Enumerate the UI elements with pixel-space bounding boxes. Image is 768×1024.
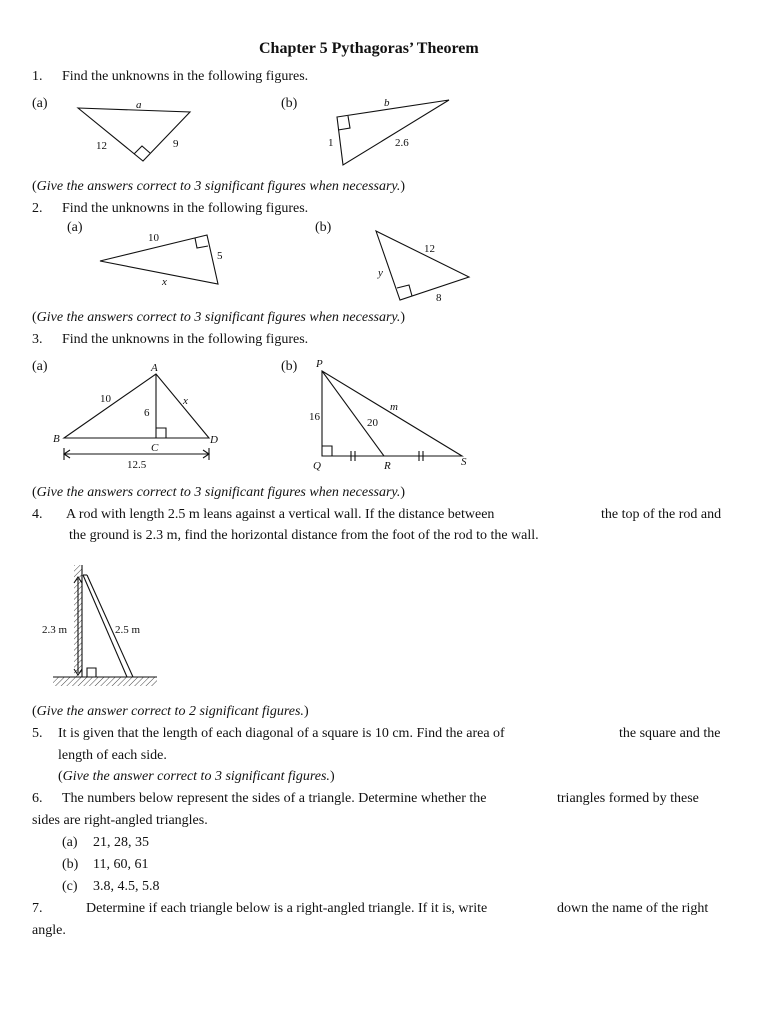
q4-text-line1-end: the top of the rod and xyxy=(601,507,722,522)
q1b-side-b: b xyxy=(384,97,390,109)
q7-number: 7. xyxy=(32,901,43,916)
q3b-side-ps: m xyxy=(390,401,398,413)
q3b-label: (b) xyxy=(281,359,298,374)
q1a-label: (a) xyxy=(32,96,48,111)
q7-text-line1: Determine if each triangle below is a right-angled triangle. If it is, write xyxy=(86,901,488,916)
q3a-side-ad: x xyxy=(183,395,188,407)
q3a-side-ac: 6 xyxy=(144,407,150,419)
q2b-side-left: y xyxy=(378,267,383,279)
q3a-point-c: C xyxy=(151,442,159,454)
q2a-side-bottom: x xyxy=(162,276,167,288)
q3-note: (Give the answers correct to 3 significant figures when necessary.) xyxy=(32,485,406,500)
q2b-side-bottom: 8 xyxy=(436,292,442,304)
q6-item-a-value: 21, 28, 35 xyxy=(93,835,149,850)
q2-note: (Give the answers correct to 3 significant figures when necessary.) xyxy=(32,310,406,325)
q6-item-b-value: 11, 60, 61 xyxy=(93,857,149,872)
q1-text: Find the unknowns in the following figures. xyxy=(62,69,309,84)
q3b-point-s: S xyxy=(461,456,467,468)
q2a-side-top: 10 xyxy=(148,232,159,244)
q1a-side-left: 12 xyxy=(96,140,107,152)
q4-wall-height: 2.3 m xyxy=(42,624,68,636)
q3a-point-a: A xyxy=(151,362,158,374)
q1-number: 1. xyxy=(32,69,43,84)
q2-number: 2. xyxy=(32,201,43,216)
q1b-label: (b) xyxy=(281,96,298,111)
q4-text-line1: A rod with length 2.5 m leans against a vertical wall. If the distance between xyxy=(66,507,495,522)
q6-item-b-label: (b) xyxy=(62,857,79,872)
q3a-point-b: B xyxy=(53,433,60,445)
page-title: Chapter 5 Pythagoras’ Theorem xyxy=(259,40,479,57)
q6-text-line1: The numbers below represent the sides of a triangle. Determine whether the xyxy=(62,791,487,806)
q7-text-line2: angle. xyxy=(32,923,66,938)
q1-note: (Give the answers correct to 3 significant figures when necessary.) xyxy=(32,179,406,194)
q1a-side-a: a xyxy=(136,99,142,111)
q3b-side-pq: 16 xyxy=(309,411,320,423)
q6-number: 6. xyxy=(32,791,43,806)
q3a-side-ab: 10 xyxy=(100,393,111,405)
q1a-side-right: 9 xyxy=(173,138,179,150)
q2a-side-right: 5 xyxy=(217,250,223,262)
q1b-side-left: 1 xyxy=(328,137,334,149)
q2b-side-top: 12 xyxy=(424,243,435,255)
q3-text: Find the unknowns in the following figures. xyxy=(62,332,309,347)
q6-text-line2: sides are right-angled triangles. xyxy=(32,813,208,828)
q4-note: (Give the answer correct to 2 significant figures.) xyxy=(32,704,309,719)
q7-text-line1-end: down the name of the right xyxy=(557,901,709,916)
q6-item-a-label: (a) xyxy=(62,835,78,850)
q4-rod-length: 2.5 m xyxy=(115,624,141,636)
q3b-point-q: Q xyxy=(313,460,321,472)
q1b-side-right: 2.6 xyxy=(395,137,409,149)
q6-item-c-label: (c) xyxy=(62,879,78,894)
q3a-label: (a) xyxy=(32,359,48,374)
q2-text: Find the unknowns in the following figures. xyxy=(62,201,309,216)
q5-text-line1-end: the square and the xyxy=(619,726,721,741)
q4-number: 4. xyxy=(32,507,43,522)
q5-number: 5. xyxy=(32,726,43,741)
q5-text-line2: length of each side. xyxy=(58,748,167,763)
q2a-label: (a) xyxy=(67,220,83,235)
q3b-point-r: R xyxy=(384,460,391,472)
q5-note: (Give the answer correct to 3 significant figures.) xyxy=(58,769,335,784)
q3b-side-pr: 20 xyxy=(367,417,378,429)
q5-text-line1: It is given that the length of each diagonal of a square is 10 cm. Find the area of xyxy=(58,726,505,741)
q3a-side-bd: 12.5 xyxy=(127,459,147,471)
q2b-label: (b) xyxy=(315,220,332,235)
q4-text-line2: the ground is 2.3 m, find the horizontal distance from the foot of the rod to the wall. xyxy=(69,528,539,543)
q6-item-c-value: 3.8, 4.5, 5.8 xyxy=(93,879,160,894)
q3a-point-d: D xyxy=(210,434,218,446)
q6-text-line1-end: triangles formed by these xyxy=(557,791,699,806)
q3-number: 3. xyxy=(32,332,43,347)
q3b-point-p: P xyxy=(316,358,323,370)
